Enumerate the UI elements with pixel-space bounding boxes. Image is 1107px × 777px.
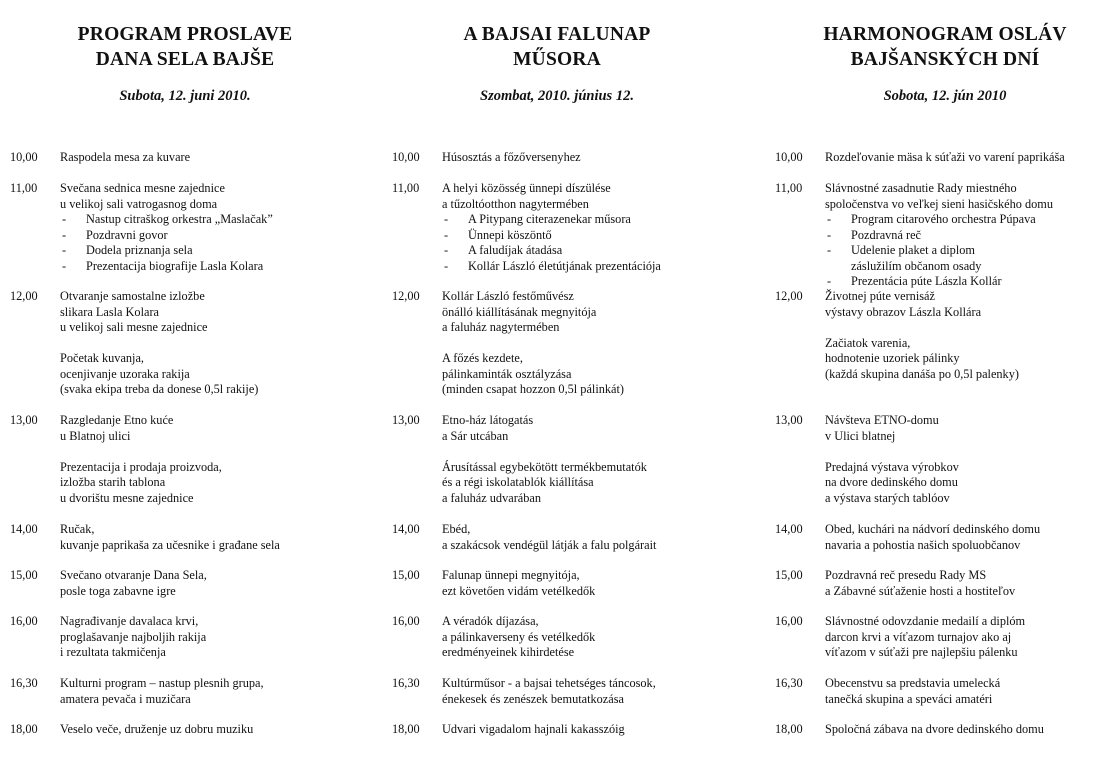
description-line: Rozdeľovanie mäsa k súťaži vo varení paprikáša: [825, 150, 1065, 164]
entry-description: [60, 722, 370, 738]
line-gap: [442, 444, 757, 460]
description-line: a tűzoltóotthon nagytermében: [442, 196, 589, 211]
entry-time: 15,00: [10, 568, 38, 582]
description-line: posle toga zabavne igre: [60, 583, 176, 598]
description-line: tanečká skupina a speváci amatéri: [825, 691, 993, 706]
description-line: Predajná výstava výrobkov: [825, 459, 959, 474]
entry-time: 10,00: [392, 150, 420, 164]
column-title: A BAJSAI FALUNAP MŰSORA: [463, 24, 651, 70]
entry-description: [442, 150, 757, 166]
description-line: pálinkaminták osztályzása: [442, 366, 572, 381]
description-line: u Blatnoj ulici: [60, 428, 131, 443]
bullet-dash: -: [827, 243, 832, 257]
entry-description: [442, 722, 757, 738]
description-line: Návšteva ETNO-domu: [825, 413, 939, 427]
entry-description: [442, 676, 757, 707]
bullet-dash: -: [444, 212, 449, 226]
description-line: Kollár László festőművész: [442, 289, 574, 303]
column-title: PROGRAM PROSLAVE DANA SELA BAJŠE: [77, 24, 293, 70]
entry-time: 10,00: [775, 150, 803, 164]
column-date: Szombat, 2010. június 12.: [480, 88, 634, 104]
bullet-text: A Pitypang citerazenekar műsora: [468, 212, 631, 226]
description-line: a szakácsok vendégül látják a falu polgárait: [442, 537, 657, 552]
bullet-text: Udelenie plaket a diplom: [851, 243, 975, 257]
bullet-dash: -: [444, 258, 449, 273]
description-line: amatera pevača i muzičara: [60, 691, 191, 706]
description-line: a Sár utcában: [442, 428, 509, 443]
entry-time: 13,00: [10, 413, 38, 427]
description-line: a Zábavné súťaženie hosti a hostiteľov: [825, 583, 1016, 598]
column-title: HARMONOGRAM OSLÁV BAJŠANSKÝCH DNÍ: [823, 24, 1067, 70]
entry-time: 11,00: [10, 181, 38, 195]
description-line: Raspodela mesa za kuvare: [60, 150, 191, 164]
entry-description: [442, 522, 757, 553]
entry-description: [60, 289, 370, 398]
entry-description: [60, 522, 370, 553]
description-line: A véradók díjazása,: [442, 614, 539, 628]
line-gap: [442, 336, 757, 352]
description-line: navaria a pohostia našich spoluobčanov: [825, 537, 1021, 552]
column-date: Subota, 12. juni 2010.: [119, 88, 251, 104]
entry-description: [442, 181, 757, 274]
bullet-dash: -: [827, 274, 832, 288]
bullet-dash: -: [62, 227, 67, 242]
entry-time: 15,00: [775, 568, 803, 582]
description-line: a faluház nagytermében: [442, 320, 560, 334]
entry-description: [60, 413, 370, 506]
description-line: a pálinkaverseny és vetélkedők: [442, 629, 596, 644]
bullet-dash: -: [444, 243, 449, 257]
bullet-dash: -: [444, 227, 449, 242]
description-line: kuvanje paprikaša za učesnike i građane sela: [60, 537, 280, 552]
description-line: Kulturni program – nastup plesnih grupa,: [60, 676, 264, 690]
bullet-dash: -: [827, 227, 832, 242]
entry-time: 18,00: [775, 722, 803, 736]
description-line: Etno-ház látogatás: [442, 413, 534, 427]
entry-description: [825, 568, 1105, 599]
entry-time: 10,00: [10, 150, 38, 164]
bullet-text: Nastup citraškog orkestra „Maslačak”: [86, 212, 273, 226]
description-line: és a régi iskolatablók kiállítása: [442, 475, 594, 489]
entry-time: 16,30: [392, 676, 420, 690]
entry-description: [825, 289, 1105, 382]
bullet-dash: -: [62, 258, 67, 273]
entry-description: [442, 568, 757, 599]
entry-time: 12,00: [775, 289, 803, 303]
description-line: (minden csapat hozzon 0,5l pálinkát): [442, 382, 625, 396]
description-line: ocenjivanje uzoraka rakija: [60, 366, 190, 381]
entry-description: [825, 413, 1105, 506]
description-line: Svečana sednica mesne zajednice: [60, 181, 225, 195]
description-line: Obecenstvu sa predstavia umelecká: [825, 676, 1001, 690]
entry-time: 13,00: [775, 413, 803, 427]
entry-description: [825, 181, 1105, 290]
description-line: hodnotenie uzoriek pálinky: [825, 351, 960, 365]
bullet-item: [442, 243, 757, 259]
description-line: Ručak,: [60, 522, 95, 536]
description-line: slikara Lasla Kolara: [60, 304, 160, 319]
bullet-dash: -: [62, 212, 67, 226]
description-line: Pozdravná reč presedu Rady MS: [825, 568, 987, 582]
bullet-text: Kollár László életútjának prezentációja: [468, 258, 661, 273]
description-line: na dvore dedinského domu: [825, 475, 958, 489]
description-line: a faluház udvarában: [442, 490, 541, 505]
bullet-text: záslužilím občanom osady: [851, 258, 982, 273]
bullet-text: Program citarového orchestra Púpava: [851, 212, 1036, 226]
entry-time: 12,00: [392, 289, 420, 303]
description-line: Húsosztás a főzőversenyhez: [442, 150, 581, 164]
entry-time: 16,00: [392, 614, 420, 628]
description-line: Kultúrműsor - a bajsai tehetséges táncosok,: [442, 676, 656, 690]
bullet-text: Dodela priznanja sela: [86, 243, 193, 257]
description-line: i rezultata takmičenja: [60, 645, 166, 659]
entry-time: 14,00: [10, 522, 38, 536]
description-line: Razgledanje Etno kuće: [60, 413, 174, 427]
description-line: spoločenstva vo veľkej sieni hasičského domu: [825, 196, 1054, 211]
description-line: Ebéd,: [442, 522, 471, 536]
bullet-text: Ünnepi köszöntő: [468, 227, 552, 242]
line-gap: [60, 444, 370, 460]
bullet-item: [60, 259, 370, 275]
entry-time: 15,00: [392, 568, 420, 582]
bullet-item: [825, 274, 1105, 290]
bullet-item: [442, 228, 757, 244]
description-line: Árusítással egybekötött termékbemutatók: [442, 459, 647, 474]
column-date: Sobota, 12. jún 2010: [883, 88, 1007, 104]
description-line: Nagrađivanje davalaca krvi,: [60, 614, 199, 628]
description-line: Slávnostné odovzdanie medailí a diplóm: [825, 614, 1026, 628]
description-line: výstavy obrazov Lászla Kollára: [825, 304, 982, 319]
line-gap: [825, 444, 1105, 460]
description-line: Svečano otvaranje Dana Sela,: [60, 568, 207, 582]
entry-description: [60, 614, 370, 661]
line-gap: [60, 336, 370, 352]
entry-description: [442, 413, 757, 506]
description-line: eredményeinek kihirdetése: [442, 645, 575, 659]
description-line: (svaka ekipa treba da donese 0,5l rakije): [60, 382, 259, 396]
description-line: u velikoj sali vatrogasnog doma: [60, 196, 218, 211]
entry-time: 11,00: [392, 181, 420, 195]
description-line: u dvorištu mesne zajednice: [60, 490, 194, 505]
description-line: Prezentacija i prodaja proizvoda,: [60, 459, 222, 474]
description-line: darcon krvi a víťazom turnajov ako aj: [825, 629, 1012, 644]
entry-time: 12,00: [10, 289, 38, 303]
description-line: a výstava starých tablóov: [825, 490, 950, 505]
entry-description: [60, 150, 370, 166]
description-line: u velikoj sali mesne zajednice: [60, 320, 208, 334]
entry-description: [60, 568, 370, 599]
entry-description: [60, 181, 370, 274]
bullet-text: Pozdravná reč: [851, 227, 921, 242]
entry-time: 13,00: [392, 413, 420, 427]
entry-description: [60, 676, 370, 707]
description-line: proglašavanje najboljih rakija: [60, 629, 207, 644]
entry-description: [442, 289, 757, 398]
description-line: Falunap ünnepi megnyitója,: [442, 568, 580, 582]
description-line: (každá skupina danáša po 0,5l palenky): [825, 366, 1019, 381]
entry-time: 16,00: [10, 614, 38, 628]
entry-description: [825, 150, 1105, 166]
description-line: A főzés kezdete,: [442, 351, 523, 365]
entry-description: [825, 614, 1105, 661]
bullet-dash: -: [827, 212, 832, 226]
entry-time: 14,00: [392, 522, 420, 536]
description-line: Slávnostné zasadnutie Rady miestného: [825, 181, 1017, 195]
entry-time: 14,00: [775, 522, 803, 536]
bullet-text: Prezentacija biografije Lasla Kolara: [86, 258, 264, 273]
bullet-text: Pozdravni govor: [86, 227, 168, 242]
entry-time: 16,00: [775, 614, 803, 628]
description-line: v Ulici blatnej: [825, 428, 896, 443]
bullet-item: [442, 212, 757, 228]
entry-time: 11,00: [775, 181, 803, 195]
description-line: önálló kiállításának megnyitója: [442, 304, 597, 319]
bullet-text: A faludíjak átadása: [468, 243, 563, 257]
entry-description: [825, 722, 1105, 738]
bullet-item: [825, 259, 1105, 275]
bullet-item: [60, 212, 370, 228]
bullet-item: [825, 228, 1105, 244]
entry-description: [825, 676, 1105, 707]
description-line: énekesek és zenészek bemutatkozása: [442, 691, 624, 706]
bullet-item: [60, 243, 370, 259]
description-line: Spoločná zábava na dvore dedinského domu: [825, 722, 1044, 736]
bullet-dash: -: [62, 243, 67, 257]
bullet-item: [442, 259, 757, 275]
description-line: A helyi közösség ünnepi díszülése: [442, 181, 611, 195]
entry-description: [825, 522, 1105, 553]
bullet-text: Prezentácia púte Lászla Kollár: [851, 274, 1002, 288]
entry-time: 18,00: [392, 722, 420, 736]
line-gap: [825, 320, 1105, 336]
entry-time: 16,30: [10, 676, 38, 690]
description-line: Veselo veče, druženje uz dobru muziku: [60, 722, 254, 736]
bullet-item: [825, 243, 1105, 259]
entry-time: 16,30: [775, 676, 803, 690]
bullet-dash: [825, 259, 851, 275]
description-line: Životnej púte vernisáž: [825, 289, 935, 303]
bullet-item: [60, 228, 370, 244]
entry-time: 18,00: [10, 722, 38, 736]
description-line: víťazom v súťaži pre najlepšiu pálenku: [825, 645, 1018, 659]
description-line: Udvari vigadalom hajnali kakasszóig: [442, 722, 625, 736]
description-line: Obed, kuchári na nádvorí dedinského domu: [825, 522, 1041, 536]
description-line: izložba starih tablona: [60, 475, 166, 489]
description-line: ezt követően vidám vetélkedők: [442, 583, 596, 598]
description-line: Početak kuvanja,: [60, 351, 145, 365]
description-line: Otvaranje samostalne izložbe: [60, 289, 205, 303]
bullet-item: [825, 212, 1105, 228]
entry-description: [442, 614, 757, 661]
description-line: Začiatok varenia,: [825, 335, 911, 350]
